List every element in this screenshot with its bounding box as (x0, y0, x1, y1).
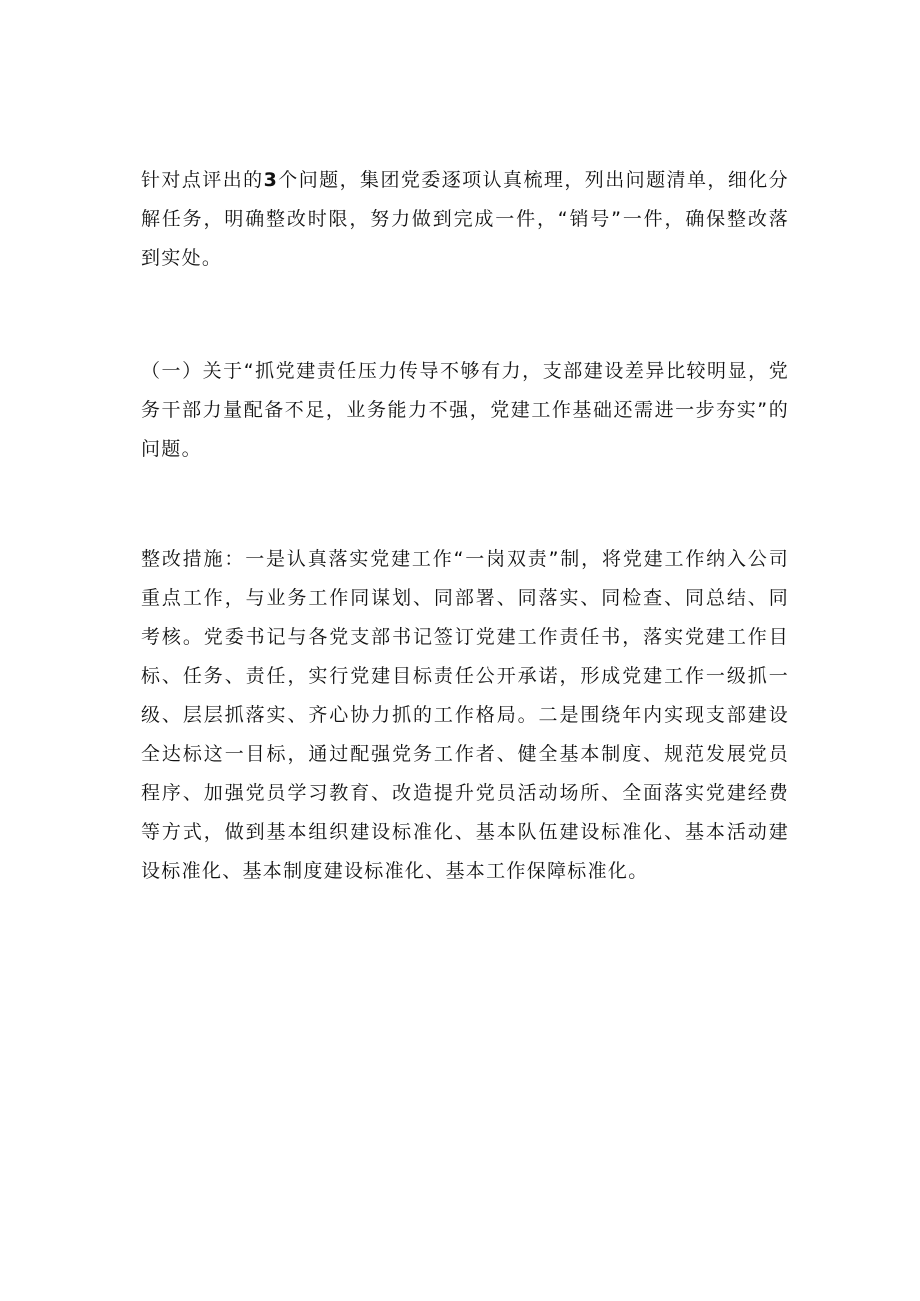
paragraph-rectification-intro (141, 161, 789, 278)
intro-text-after: 个问题，集团党委逐项认真梳理，列出问题清单，细化分解任务，明确整改时限，努力做到完成一件，“销号”一件，确保整改落到实处。 (141, 169, 789, 269)
issue-count: 3 (263, 169, 279, 191)
intro-text-before: 针对点评出的 (141, 169, 264, 191)
paragraph-rectification-measures: 整改措施：一是认真落实党建工作“一岗双责”制，将党建工作纳入公司重点工作，与业务工作同谋划、同部署、同落实、同检查、同总结、同考核。党委书记与各党支部书记签订党建工作责任书，落实党建工作目标、任务、责任，实行党建目标责任公开承诺，形成党建工作一级抓一级、层层抓落实、齐心协力抓的工作格局。二是围绕年内实现支部建设全达标这一目标，通过配强党务工作者、健全基本制度、规范发展党员程序、加强党员学习教育、改造提升党员活动场所、全面落实党建经费等方式，做到基本组织建设标准化、基本队伍建设标准化、基本活动建设标准化、基本制度建设标准化、基本工作保障标准化。 (141, 548, 789, 882)
paragraph-issue-one-heading: （一）关于“抓党建责任压力传导不够有力，支部建设差异比较明显，党务干部力量配备不足，业务能力不强，党建工作基础还需进一步夯实”的问题。 (141, 360, 789, 460)
